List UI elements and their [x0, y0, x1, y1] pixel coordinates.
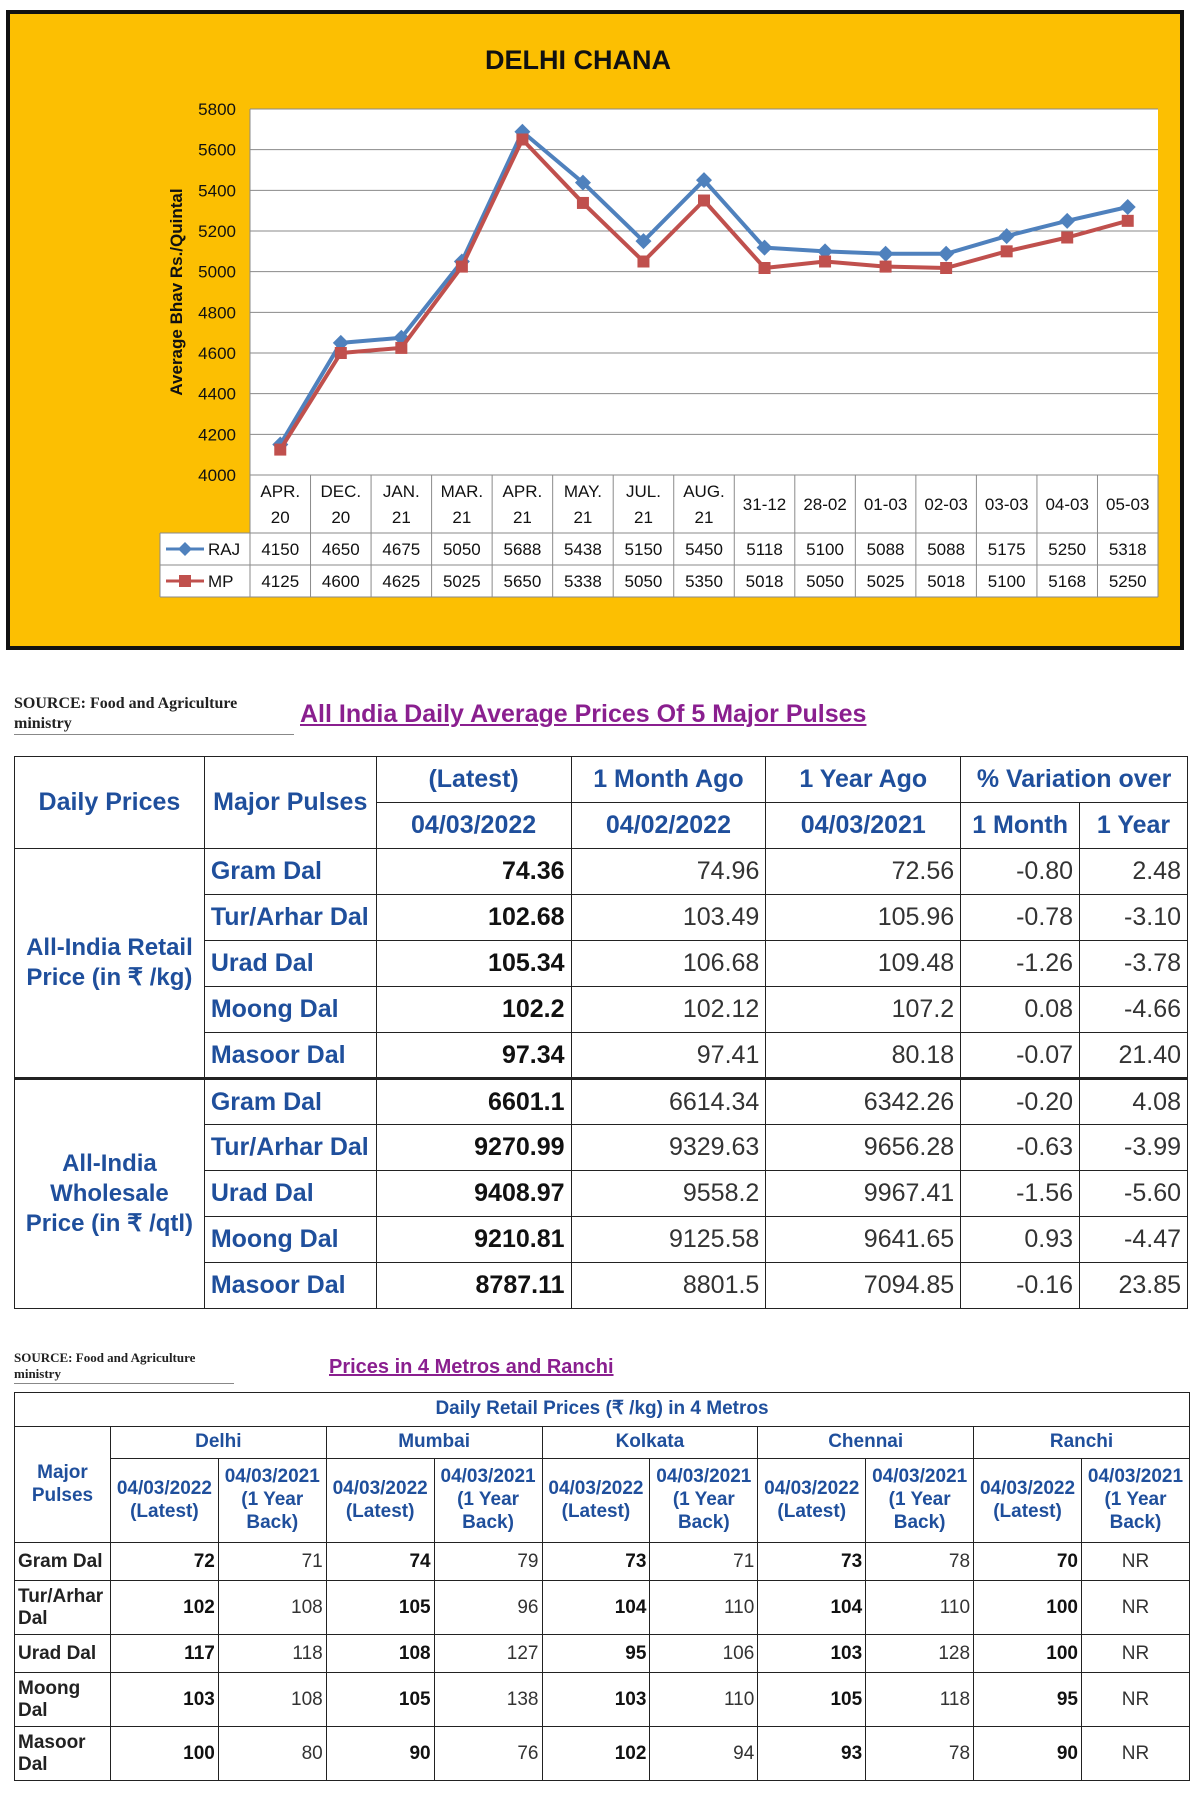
price-cell: 9558.2 [571, 1171, 766, 1217]
data-point [395, 342, 407, 354]
metro-table-title: Prices in 4 Metros and Ranchi [329, 1356, 614, 1378]
pulse-name: Masoor Dal [204, 1263, 376, 1309]
price-cell: 102.68 [376, 895, 571, 941]
y-tick-label: 5000 [198, 262, 236, 282]
sub-header-line: (Latest) [993, 1500, 1062, 1522]
sub-header-year-back [866, 1459, 974, 1543]
price-cell: 104 [542, 1581, 650, 1635]
data-table-value: 5018 [745, 572, 784, 591]
pulse-name: Moong Dal [204, 987, 376, 1033]
sub-header-latest [542, 1459, 650, 1543]
sub-header-line: (Latest) [345, 1500, 415, 1522]
price-cell: 2.48 [1080, 849, 1188, 895]
sub-header-year-back [218, 1459, 326, 1543]
retail-table-title: All India Daily Average Prices Of 5 Major Pulses [300, 700, 867, 728]
price-cell: 21.40 [1080, 1033, 1188, 1079]
price-cell: 80.18 [766, 1033, 961, 1079]
price-cell: -3.99 [1080, 1125, 1188, 1171]
price-cell: 79 [434, 1543, 542, 1581]
chart-title: DELHI CHANA [485, 45, 671, 75]
x-tick-label: APR. [502, 482, 543, 501]
price-cell: 72.56 [766, 849, 961, 895]
header-daily-prices: Daily Prices [15, 757, 205, 849]
y-axis-label: Average Bhav Rs./Quintal [167, 188, 186, 396]
price-cell: 71 [218, 1543, 326, 1581]
data-point [274, 444, 286, 456]
price-cell: 9270.99 [376, 1125, 571, 1171]
price-cell: -3.10 [1080, 895, 1188, 941]
price-cell: -0.78 [961, 895, 1080, 941]
data-table-value: 5250 [1048, 540, 1087, 559]
sub-header-line: 04/03/2022 [979, 1477, 1076, 1499]
data-table-value: 4125 [261, 572, 300, 591]
data-point [456, 261, 468, 273]
price-cell: 95 [974, 1673, 1082, 1727]
data-table-value: 4600 [321, 572, 360, 591]
header-variation: % Variation over [961, 757, 1188, 803]
price-cell: 94 [650, 1727, 758, 1781]
pulse-name: Gram Dal [15, 1543, 111, 1581]
x-tick-label: 01-03 [863, 495, 908, 514]
price-cell: 76 [434, 1727, 542, 1781]
price-cell: 90 [326, 1727, 434, 1781]
data-table-value: 4625 [382, 572, 421, 591]
data-table-value: 5088 [866, 540, 905, 559]
source-line-1: SOURCE: Food and Agriculture [14, 695, 238, 712]
price-cell: 96 [434, 1581, 542, 1635]
sub-header-line: Back) [462, 1511, 514, 1533]
price-cell: -0.80 [961, 849, 1080, 895]
y-tick-label: 4600 [198, 344, 236, 363]
price-cell: 70 [974, 1543, 1082, 1581]
group-label: All-India Retail Price (in ₹ /kg) [15, 849, 205, 1079]
price-cell: 105 [326, 1673, 434, 1727]
data-table-value: 5650 [503, 572, 542, 591]
price-cell: 103 [758, 1635, 866, 1673]
sub-header-line: Back) [1109, 1511, 1162, 1533]
metro-caption: Daily Retail Prices (₹ /kg) in 4 Metros [15, 1393, 1190, 1427]
table-row [15, 1543, 1190, 1581]
metro-price-table [14, 1392, 1190, 1781]
source-line-1: SOURCE: Food and Agriculture [14, 1350, 196, 1365]
price-cell: 95 [542, 1635, 650, 1673]
data-point [1061, 232, 1073, 244]
x-tick-label: 21 [634, 508, 653, 527]
data-table-value: 4675 [382, 540, 421, 559]
price-cell: NR [1081, 1581, 1189, 1635]
data-point [759, 262, 771, 274]
table-row [15, 1673, 1190, 1727]
price-cell: 78 [866, 1727, 974, 1781]
sub-header-latest [758, 1459, 866, 1543]
pulse-name: Gram Dal [204, 849, 376, 895]
price-cell: -3.78 [1080, 941, 1188, 987]
y-axis-ticks [198, 100, 236, 485]
sub-header-line: (1 Year [241, 1489, 304, 1511]
data-table-value: 5025 [866, 572, 905, 591]
data-point [516, 134, 528, 146]
x-tick-label: 20 [331, 508, 351, 527]
price-cell: 103.49 [571, 895, 766, 941]
data-table-value: 4650 [321, 540, 360, 559]
data-table-value: 5088 [927, 540, 966, 559]
price-cell: 73 [542, 1543, 650, 1581]
sub-header-line: 04/03/2021 [224, 1466, 320, 1488]
price-cell: 93 [758, 1727, 866, 1781]
price-cell: 80 [218, 1727, 326, 1781]
price-cell: 107.2 [766, 987, 961, 1033]
data-table-value: 5050 [442, 540, 481, 559]
y-tick-label: 5400 [198, 181, 236, 201]
source-note [14, 694, 294, 735]
sub-header-line: (1 Year [1104, 1489, 1167, 1511]
x-tick-label: AUG. [683, 482, 725, 501]
header-year-ago: 1 Year Ago [766, 757, 961, 803]
sub-header-line: 04/03/2021 [440, 1466, 536, 1488]
price-cell: 105 [758, 1673, 866, 1727]
price-cell: 105.34 [376, 941, 571, 987]
x-tick-label: MAR. [440, 482, 484, 501]
price-cell: 74.96 [571, 849, 766, 895]
price-cell: 106 [650, 1635, 758, 1673]
data-table-value: 5168 [1048, 572, 1087, 591]
sub-header-line: (Latest) [777, 1500, 847, 1522]
data-table-value: 5100 [987, 572, 1026, 591]
pulse-name: Urad Dal [204, 941, 376, 987]
data-table-value: 5050 [624, 572, 663, 591]
price-cell: -5.60 [1080, 1171, 1188, 1217]
price-cell: 108 [218, 1673, 326, 1727]
legend-label: RAJ [208, 540, 241, 559]
price-cell: 90 [974, 1727, 1082, 1781]
sub-header-line: 04/03/2022 [548, 1477, 644, 1499]
pulse-name: Tur/Arhar Dal [15, 1581, 111, 1635]
price-cell: 74 [326, 1543, 434, 1581]
data-table-value: 5175 [987, 540, 1026, 559]
price-cell: 9408.97 [376, 1171, 571, 1217]
price-cell: 6601.1 [376, 1079, 571, 1125]
sub-header-line: 04/03/2021 [656, 1466, 752, 1488]
price-cell: 105.96 [766, 895, 961, 941]
price-cell: 102 [542, 1727, 650, 1781]
header-var-year: 1 Year [1080, 803, 1188, 849]
price-cell: 100 [974, 1581, 1082, 1635]
pulse-name: Tur/Arhar Dal [204, 1125, 376, 1171]
data-table-value: 5100 [806, 540, 844, 559]
data-table-value: 5025 [442, 572, 481, 591]
price-cell: 97.34 [376, 1033, 571, 1079]
price-cell: 118 [218, 1635, 326, 1673]
sub-header-year-back [650, 1459, 758, 1543]
price-cell: 102.2 [376, 987, 571, 1033]
price-cell: 74.36 [376, 849, 571, 895]
plot-area [250, 109, 1158, 475]
header-date-latest: 04/03/2022 [376, 803, 571, 849]
header-latest: (Latest) [376, 757, 571, 803]
city-header: Delhi [110, 1427, 326, 1459]
y-tick-label: 5200 [198, 222, 236, 241]
legend-label: MP [208, 572, 234, 591]
header-month-ago: 1 Month Ago [571, 757, 766, 803]
x-tick-label: 21 [452, 508, 472, 527]
city-header: Kolkata [542, 1427, 758, 1459]
chart-data-table [160, 475, 1158, 597]
header-major-pulses: Major Pulses [204, 757, 376, 849]
price-cell: 6342.26 [766, 1079, 961, 1125]
price-cell: 9967.41 [766, 1171, 961, 1217]
pulse-name: Gram Dal [204, 1079, 376, 1125]
price-cell: -1.26 [961, 941, 1080, 987]
y-tick-label: 5800 [198, 100, 236, 119]
city-header: Chennai [758, 1427, 974, 1459]
line-chart [10, 14, 1180, 646]
price-cell: 97.41 [571, 1033, 766, 1079]
x-tick-label: JAN. [382, 482, 420, 501]
data-table-value: 5688 [503, 540, 542, 559]
price-cell: 110 [650, 1581, 758, 1635]
y-tick-label: 4200 [198, 425, 236, 445]
header-major-pulses: Major Pulses [15, 1427, 111, 1543]
x-tick-label: 28-02 [803, 495, 847, 514]
city-header: Mumbai [326, 1427, 542, 1459]
price-cell: NR [1081, 1727, 1189, 1781]
data-table-value: 5050 [806, 572, 844, 591]
price-cell: 71 [650, 1543, 758, 1581]
price-cell: 108 [326, 1635, 434, 1673]
data-table-value: 5338 [564, 572, 602, 591]
price-cell: -0.16 [961, 1263, 1080, 1309]
price-cell: 8787.11 [376, 1263, 571, 1309]
data-table-value: 5118 [746, 540, 783, 559]
price-cell: 138 [434, 1673, 542, 1727]
x-tick-label: 21 [573, 508, 593, 527]
pulse-name: Masoor Dal [15, 1727, 111, 1781]
sub-header-line: 04/03/2022 [332, 1477, 428, 1499]
sub-header-line: 04/03/2021 [872, 1466, 968, 1488]
price-cell: 6614.34 [571, 1079, 766, 1125]
data-table-value: 5318 [1108, 540, 1147, 559]
x-tick-label: DEC. [320, 482, 362, 501]
y-tick-label: 4400 [198, 384, 236, 404]
price-cell: 100 [110, 1727, 218, 1781]
sub-header-line: Back) [893, 1511, 946, 1533]
data-point [335, 347, 347, 359]
pulse-name: Masoor Dal [204, 1033, 376, 1079]
data-point [577, 197, 589, 209]
price-cell: 102.12 [571, 987, 766, 1033]
sub-header-year-back [434, 1459, 542, 1543]
x-tick-label: 20 [270, 508, 290, 527]
data-point [819, 256, 831, 268]
table-row [15, 849, 1188, 895]
table-row [15, 1727, 1190, 1781]
price-cell: 9656.28 [766, 1125, 961, 1171]
price-cell: NR [1081, 1635, 1189, 1673]
price-cell: 0.93 [961, 1217, 1080, 1263]
price-cell: 128 [866, 1635, 974, 1673]
data-point [940, 262, 952, 274]
x-tick-label: MAY. [563, 482, 602, 501]
data-table-value: 5150 [624, 540, 663, 559]
price-cell: 9210.81 [376, 1217, 571, 1263]
price-cell: 108 [218, 1581, 326, 1635]
x-tick-label: 21 [391, 508, 411, 527]
price-cell: -0.63 [961, 1125, 1080, 1171]
price-cell: 9329.63 [571, 1125, 766, 1171]
sub-header-year-back [1081, 1459, 1189, 1543]
price-cell: 72 [110, 1543, 218, 1581]
x-tick-label: APR. [260, 482, 301, 501]
pulse-name: Moong Dal [204, 1217, 376, 1263]
sub-header-latest [110, 1459, 218, 1543]
price-cell: 103 [542, 1673, 650, 1727]
city-header: Ranchi [974, 1427, 1190, 1459]
sub-header-line: Back) [246, 1511, 299, 1533]
table-row [15, 1079, 1188, 1125]
price-cell: 104 [758, 1581, 866, 1635]
y-tick-label: 4000 [198, 466, 236, 485]
price-cell: 118 [866, 1673, 974, 1727]
y-tick-label: 5600 [198, 140, 236, 160]
legend-marker [179, 575, 191, 587]
x-tick-label: 04-03 [1045, 495, 1089, 514]
group-label: All-India Wholesale Price (in ₹ /qtl) [15, 1079, 205, 1309]
x-tick-label: 03-03 [984, 495, 1029, 514]
chart-panel [6, 10, 1184, 650]
data-table-value: 5250 [1108, 572, 1147, 591]
header-var-month: 1 Month [961, 803, 1080, 849]
pulse-name: Urad Dal [15, 1635, 111, 1673]
header-date-year: 04/03/2021 [766, 803, 961, 849]
price-cell: -4.47 [1080, 1217, 1188, 1263]
data-table-value: 5350 [685, 572, 723, 591]
price-cell: 23.85 [1080, 1263, 1188, 1309]
price-cell: 127 [434, 1635, 542, 1673]
price-cell: 103 [110, 1673, 218, 1727]
sub-header-line: 04/03/2022 [764, 1477, 860, 1499]
data-table-value: 5450 [685, 540, 723, 559]
y-tick-label: 4800 [198, 303, 236, 323]
header-date-month: 04/02/2022 [571, 803, 766, 849]
x-tick-label: JUL. [625, 482, 661, 501]
price-cell: 110 [650, 1673, 758, 1727]
data-point [637, 256, 649, 268]
price-cell: -0.07 [961, 1033, 1080, 1079]
sub-header-latest [326, 1459, 434, 1543]
x-tick-label: 02-03 [924, 495, 968, 514]
price-cell: 4.08 [1080, 1079, 1188, 1125]
data-table-value: 5438 [564, 540, 602, 559]
x-tick-label: 05-03 [1105, 495, 1150, 514]
pulse-name: Urad Dal [204, 1171, 376, 1217]
sub-header-line: 04/03/2022 [116, 1477, 212, 1499]
pulse-name: Moong Dal [15, 1673, 111, 1727]
price-cell: -1.56 [961, 1171, 1080, 1217]
data-table-value: 5018 [927, 572, 966, 591]
sub-header-line: (1 Year [457, 1489, 520, 1511]
source-line-2: ministry [14, 715, 72, 732]
price-cell: 73 [758, 1543, 866, 1581]
data-point [698, 195, 710, 207]
source-line-2: ministry [14, 1366, 61, 1382]
price-cell: -0.20 [961, 1079, 1080, 1125]
price-cell: 117 [110, 1635, 218, 1673]
x-tick-label: 31-12 [742, 495, 787, 514]
pulse-name: Tur/Arhar Dal [204, 895, 376, 941]
data-point [880, 261, 892, 273]
price-cell: 0.08 [961, 987, 1080, 1033]
sub-header-line: (Latest) [561, 1500, 631, 1522]
price-cell: -4.66 [1080, 987, 1188, 1033]
price-cell: 8801.5 [571, 1263, 766, 1309]
sub-header-latest [974, 1459, 1082, 1543]
price-cell: 102 [110, 1581, 218, 1635]
price-cell: 7094.85 [766, 1263, 961, 1309]
sub-header-line: 04/03/2021 [1087, 1466, 1184, 1488]
sub-header-line: (Latest) [130, 1500, 199, 1522]
x-tick-label: 21 [694, 508, 714, 527]
table-row [15, 1635, 1190, 1673]
data-point [1001, 245, 1013, 257]
price-cell: 9125.58 [571, 1217, 766, 1263]
price-cell: 100 [974, 1635, 1082, 1673]
price-cell: NR [1081, 1673, 1189, 1727]
sub-header-line: (1 Year [672, 1489, 735, 1511]
source-note-2 [14, 1350, 234, 1384]
price-cell: 110 [866, 1581, 974, 1635]
price-cell: 105 [326, 1581, 434, 1635]
data-table-value: 4150 [261, 540, 300, 559]
price-cell: NR [1081, 1543, 1189, 1581]
data-point [1122, 215, 1134, 227]
price-cell: 9641.65 [766, 1217, 961, 1263]
price-cell: 78 [866, 1543, 974, 1581]
sub-header-line: Back) [677, 1511, 730, 1533]
sub-header-line: (1 Year [888, 1489, 951, 1511]
price-cell: 106.68 [571, 941, 766, 987]
x-tick-label: 21 [512, 508, 532, 527]
price-cell: 109.48 [766, 941, 961, 987]
table-row [15, 1581, 1190, 1635]
pulses-price-table [14, 756, 1188, 1309]
